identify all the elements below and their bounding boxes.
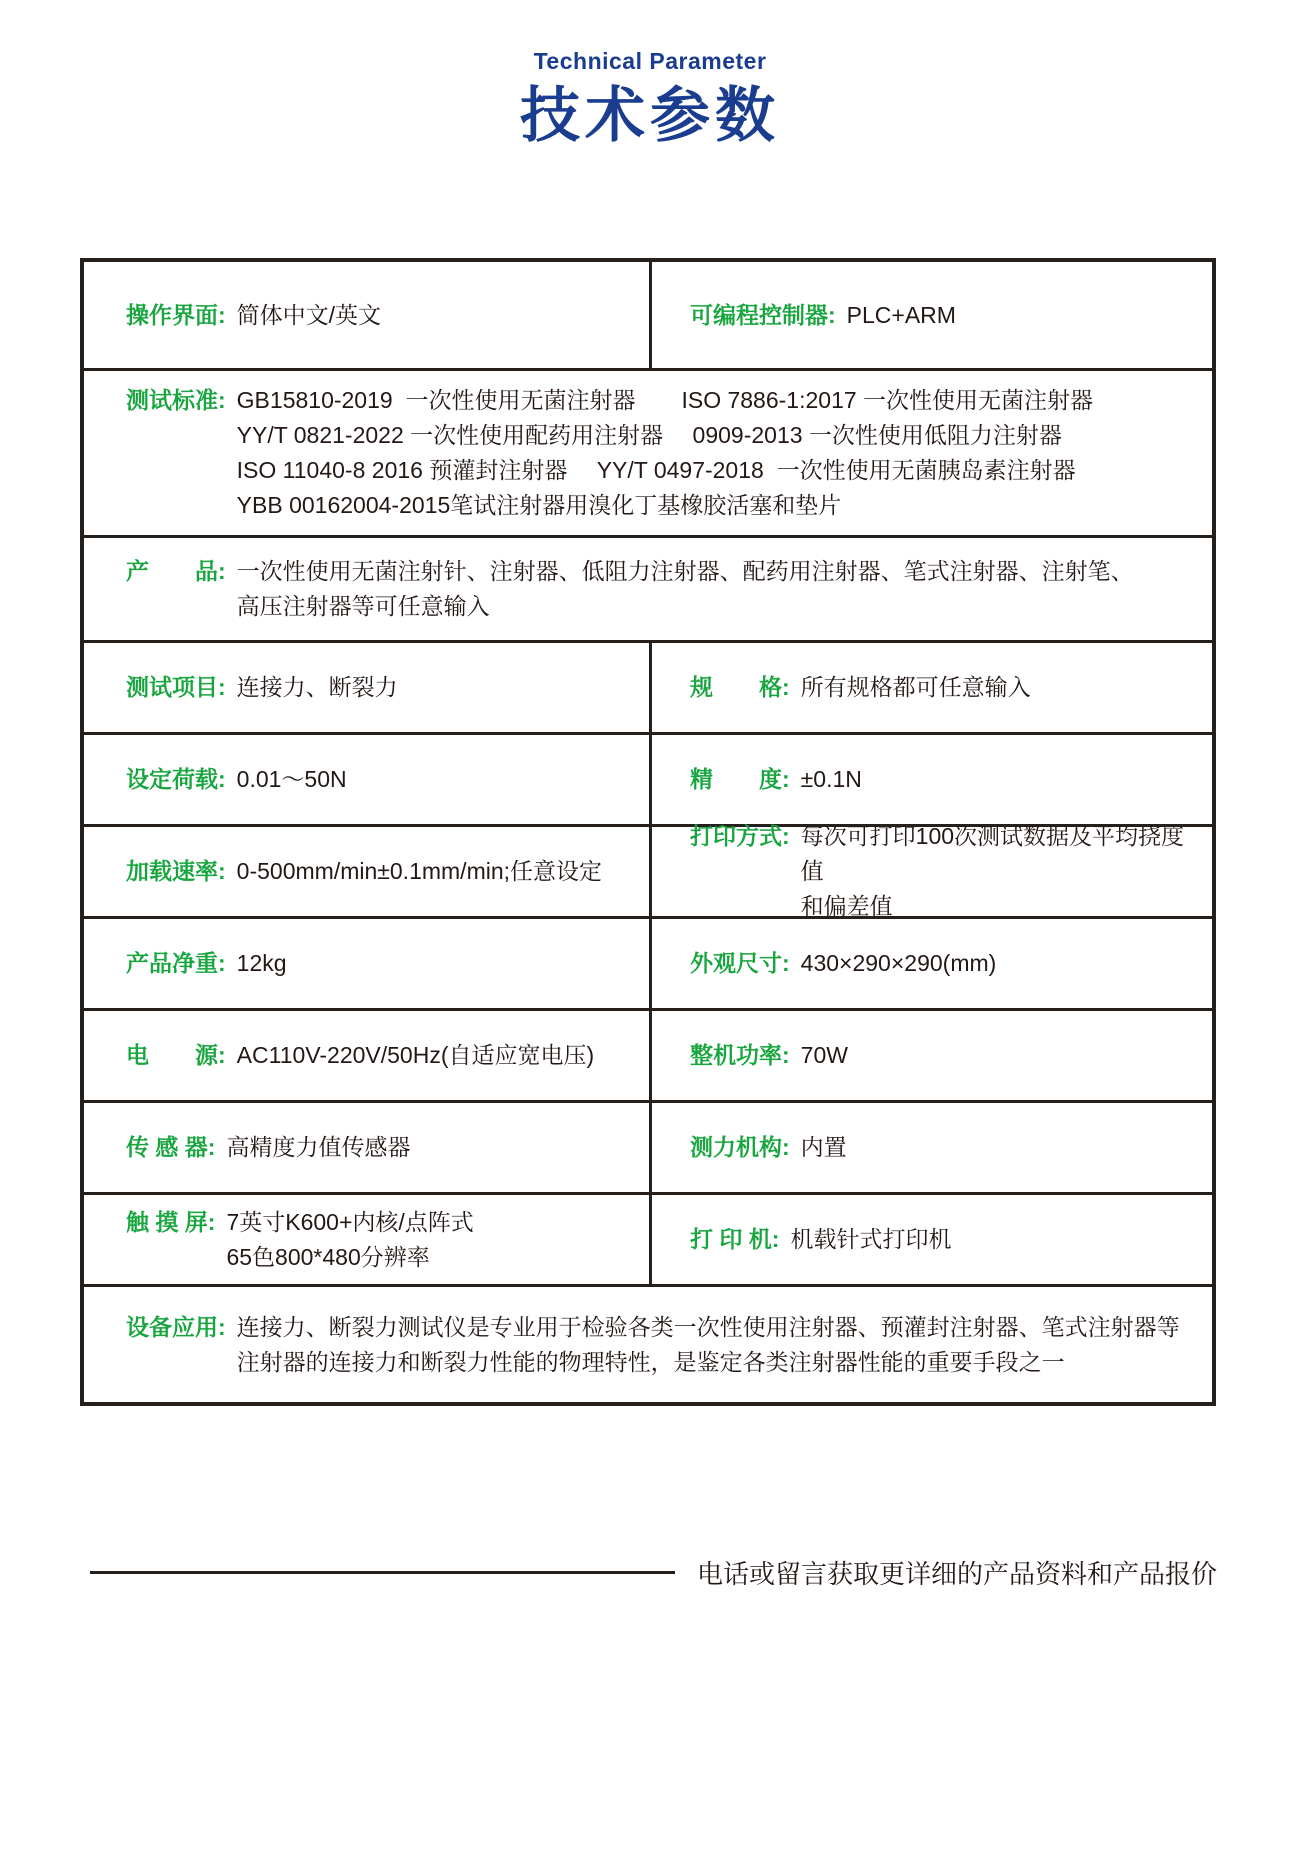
cell-operation-interface — [84, 262, 652, 368]
field-value: 430×290×290(mm) — [800, 950, 997, 976]
cell-loading-speed — [84, 827, 652, 916]
field-value: 所有规格都可任意输入 — [800, 674, 1031, 700]
field-label: 测力机构: — [690, 1134, 790, 1160]
row-products — [84, 538, 1212, 643]
cell-set-load — [84, 735, 652, 824]
row-touchscreen-printer — [84, 1195, 1212, 1287]
field-value: 连接力、断裂力 — [236, 674, 398, 700]
page-subtitle-en: Technical Parameter — [533, 48, 767, 74]
row-weight-dimensions — [84, 919, 1212, 1011]
field-label: 外观尺寸: — [690, 950, 790, 976]
field-value: 0-500mm/min±0.1mm/min;任意设定 — [236, 858, 603, 884]
field-value: 机载针式打印机 — [790, 1226, 952, 1252]
cell-programmable-controller — [652, 262, 1212, 368]
field-value-line: 7英寸K600+内核/点阵式 — [226, 1208, 474, 1235]
cell-dimensions — [652, 919, 1212, 1008]
field-value-line: YBB 00162004-2015笔试注射器用溴化丁基橡胶活塞和垫片 — [236, 492, 842, 518]
field-value-line: ISO 11040-8 2016 预灌封注射器 YY/T 0497-2018 一次性使用无菌胰岛素注射器 — [236, 457, 1076, 483]
cell-products — [84, 538, 1212, 640]
field-value: 简体中文/英文 — [236, 301, 382, 328]
field-label: 设备应用: — [126, 1313, 226, 1340]
row-test-standards — [84, 371, 1212, 538]
field-value: 高精度力值传感器 — [226, 1134, 411, 1160]
field-label: 操作界面: — [126, 301, 226, 328]
spec-table — [80, 258, 1216, 1406]
field-value: PLC+ARM — [846, 301, 956, 328]
field-label: 传 感 器: — [126, 1134, 216, 1160]
field-value-line: 高压注射器等可任意输入 — [236, 593, 490, 619]
page-header — [82, 0, 1218, 149]
row-speed-print — [84, 823, 1212, 919]
field-value-line: GB15810-2019 一次性使用无菌注射器 ISO 7886-1:2017 一次性使用无菌注射器 — [236, 387, 1094, 413]
field-value: 0.01～50N — [236, 766, 347, 792]
row-ui-language — [84, 262, 1212, 371]
field-value: AC110V-220V/50Hz(自适应宽电压) — [236, 1042, 595, 1068]
field-label: 打印方式: — [690, 823, 790, 849]
cell-print-mode — [652, 823, 1212, 919]
field-label: 可编程控制器: — [690, 301, 836, 328]
cell-application — [84, 1287, 1212, 1402]
field-value-line: 连接力、断裂力测试仪是专业用于检验各类一次性使用注射器、预灌封注射器、笔式注射器等 — [236, 1313, 1180, 1340]
field-label: 产品净重: — [126, 950, 226, 976]
field-label: 电 源: — [126, 1042, 226, 1068]
field-value-line: YY/T 0821-2022 一次性使用配药用注射器 0909-2013 一次性使用低阻力注射器 — [236, 422, 1062, 448]
field-value-line: 一次性使用无菌注射针、注射器、低阻力注射器、配药用注射器、笔式注射器、注射笔、 — [236, 558, 1134, 584]
field-label: 规 格: — [690, 674, 790, 700]
field-value-line: 和偏差值 — [800, 893, 893, 919]
footer-note: 电话或留言获取更详细的产品资料和产品报价 — [697, 1559, 1218, 1589]
cell-test-standards — [84, 371, 1212, 535]
cell-touch-screen — [84, 1195, 652, 1284]
row-application — [84, 1287, 1212, 1402]
row-load-accuracy — [84, 735, 1212, 827]
field-value: 70W — [800, 1042, 848, 1068]
field-label: 测试标准: — [126, 387, 226, 413]
row-test-items-specs — [84, 643, 1212, 735]
field-label: 产 品: — [126, 558, 226, 584]
field-label: 触 摸 屏: — [126, 1208, 216, 1235]
row-sensor — [84, 1103, 1212, 1195]
field-value: 内置 — [800, 1134, 847, 1160]
cell-total-power — [652, 1011, 1212, 1100]
row-power — [84, 1011, 1212, 1103]
page-footer — [90, 1554, 1240, 1591]
cell-power-supply — [84, 1011, 652, 1100]
field-label: 测试项目: — [126, 674, 226, 700]
cell-specifications — [652, 643, 1212, 732]
field-value: ±0.1N — [800, 766, 862, 792]
field-value: 12kg — [236, 950, 287, 976]
cell-sensor — [84, 1103, 652, 1192]
field-label: 打 印 机: — [690, 1226, 780, 1252]
field-label: 加载速率: — [126, 858, 226, 884]
field-label: 整机功率: — [690, 1042, 790, 1068]
cell-test-items — [84, 643, 652, 732]
cell-force-mechanism — [652, 1103, 1212, 1192]
field-label: 精 度: — [690, 766, 790, 792]
page-title: 技术参数 — [520, 82, 780, 149]
field-label: 设定荷载: — [126, 766, 226, 792]
cell-net-weight — [84, 919, 652, 1008]
cell-printer — [652, 1195, 1212, 1284]
footer-rule — [90, 1571, 675, 1574]
cell-accuracy — [652, 735, 1212, 824]
field-value-line: 每次可打印100次测试数据及平均挠度值 — [800, 823, 1185, 884]
field-value-line: 65色800*480分辨率 — [226, 1243, 430, 1270]
field-value-line: 注射器的连接力和断裂力性能的物理特性，是鉴定各类注射器性能的重要手段之一 — [236, 1348, 1065, 1375]
